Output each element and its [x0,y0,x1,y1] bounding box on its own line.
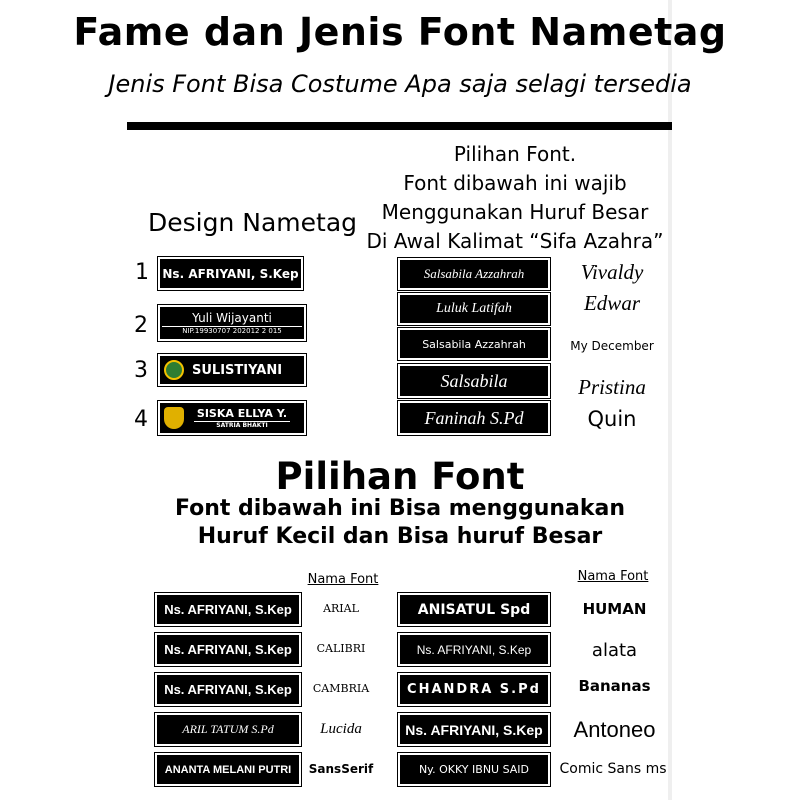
nametag-text: SULISTIYANI [192,362,283,378]
sample-text: Ns. AFRIYANI, S.Kep [164,682,292,697]
item-number: 2 [134,313,148,338]
font-name-label: Lucida [320,721,362,737]
font-name-label: SansSerif [308,762,374,776]
font-name-label: Vivaldy [580,260,644,284]
font-sample-pristina [398,364,550,398]
uppercase-line-3: Menggunakan Huruf Besar [381,200,649,224]
shield-icon [164,407,184,429]
font-sample-vivaldy [398,258,550,290]
sample-text: ANISATUL Spd [417,601,531,618]
font-name-label: Bananas [578,677,651,695]
design-nametag-4 [158,401,306,435]
sample-text: ARIL TATUM S.Pd [182,722,274,736]
font-sample-bananas [398,673,550,706]
design-heading: Design Nametag [148,208,358,237]
font-name-label: ARIAL [323,602,359,615]
nametag-subtext: SATRIA BHAKTI [194,421,290,429]
sample-text: CHANDRA S.Pd [407,682,541,697]
font-sample-mydecember [398,328,550,360]
page-subtitle: Jenis Font Bisa Costume Apa saja selagi tersedia [108,70,692,98]
page-edge [668,0,672,800]
free-line-2: Huruf Kecil dan Bisa huruf Besar [197,524,603,549]
font-name-label: CAMBRIA [312,682,370,695]
uppercase-line-1: Pilihan Font. [453,142,577,166]
font-name-label: Antoneo [573,717,656,742]
design-nametag-3 [158,354,306,386]
uppercase-instructions [350,140,680,256]
sample-text: ANANTA MELANI PUTRI [164,763,292,776]
font-name-label: HUMAN [582,600,647,618]
item-number: 1 [135,260,149,285]
sample-text: Faninah S.Pd [424,407,524,428]
font-name-label: Edwar [583,291,640,315]
font-sample-cambria [155,673,301,706]
sample-text: Salsabila Azzahrah [422,337,526,351]
nametag-text: Yuli Wijayanti [192,311,272,325]
free-line-1: Font dibawah ini Bisa menggunakan [174,496,626,521]
font-name-label: CALIBRI [316,642,366,655]
page-title: Fame dan Jenis Font Nametag [73,10,727,54]
column-header-right: Nama Font [577,569,649,584]
sample-text: Luluk Latifah [436,301,512,316]
font-sample-human [398,593,550,626]
font-sample-antoneo [398,713,550,746]
item-number: 4 [134,407,148,432]
sample-text: Ns. AFRIYANI, S.Kep [164,642,292,657]
font-sample-sansserif [155,753,301,786]
emblem-icon [164,360,184,380]
uppercase-line-4: Di Awal Kalimat “Sifa Azahra” [366,229,664,253]
font-sample-alata [398,633,550,666]
sample-text: Salsabila [440,370,508,391]
uppercase-line-2: Font dibawah ini wajib [403,171,627,195]
font-sample-edwar [398,293,550,325]
font-name-label: Comic Sans ms [559,761,667,777]
column-header-left: Nama Font [307,572,379,587]
font-sample-quin [398,401,550,435]
sample-text: Ns. AFRIYANI, S.Kep [164,602,292,617]
design-nametag-1 [158,257,303,290]
item-number: 3 [134,358,148,383]
section-title: Pilihan Font [275,455,525,498]
font-name-label: Quin [587,407,637,431]
font-name-label: alata [591,640,638,661]
nametag-subtext: NIP.19930707 202012 2 015 [162,326,302,335]
sample-text: Ny. OKKY IBNU SAID [418,763,530,776]
sample-text: Salsabila Azzahrah [423,266,525,281]
nametag-text: Ns. AFRIYANI, S.Kep [162,266,299,281]
font-sample-calibri [155,633,301,666]
sample-text: Ns. AFRIYANI, S.Kep [405,721,543,738]
font-sample-lucida [155,713,301,746]
section-instructions [120,495,680,551]
font-name-label: My December [570,339,654,353]
sample-text: Ns. AFRIYANI, S.Kep [416,642,532,657]
design-nametag-2 [158,305,306,341]
font-sample-arial [155,593,301,626]
nametag-text: SISKA ELLYA Y. [196,407,288,420]
divider [127,122,672,130]
font-name-label: Pristina [578,375,646,399]
font-sample-comicsans [398,753,550,786]
